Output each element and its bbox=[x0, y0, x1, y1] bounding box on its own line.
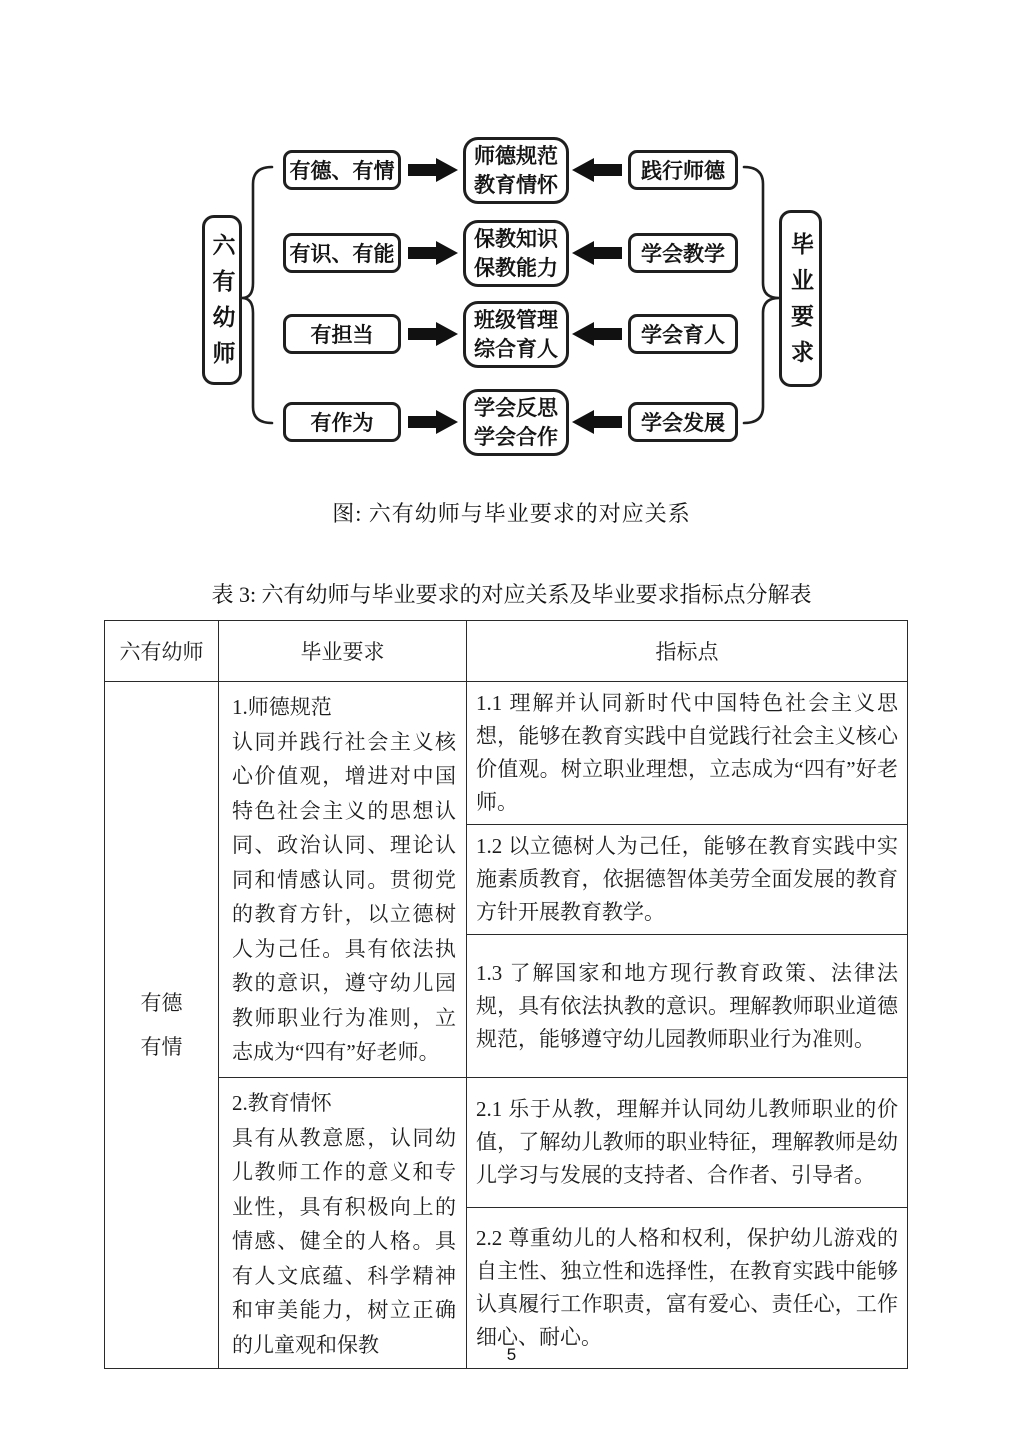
diagram-node-label: 学会发展 bbox=[641, 412, 725, 435]
left-brace-connector bbox=[242, 167, 272, 423]
diagram-node-label: 践行师德 bbox=[641, 160, 725, 183]
diagram-node-label: 有担当 bbox=[310, 324, 374, 347]
table-title: 表 3: 六有幼师与毕业要求的对应关系及毕业要求指标点分解表 bbox=[211, 582, 812, 607]
diagram-node-req-2 bbox=[628, 233, 738, 273]
cell-indicator-1-1: 1.1 理解并认同新时代中国特色社会主义思想，能够在教育实践中自觉践行社会主义核心价值观。树立职业理想，立志成为“四有”好老师。 bbox=[467, 682, 908, 825]
diagram-node-req-3 bbox=[628, 314, 738, 354]
arrow-right-icon bbox=[408, 410, 458, 434]
cell-requirement-1 bbox=[219, 682, 467, 1078]
diagram-node-label: 班级管理 bbox=[474, 308, 558, 332]
trait-line: 有德 bbox=[140, 991, 183, 1015]
diagram-node-label: 学会反思 bbox=[474, 396, 558, 420]
cell-indicator-1-3: 1.3 了解国家和地方现行教育政策、法律法规，具有依法执教的意识。理解教师职业道德规范，能够遵守幼儿园教师职业行为准则。 bbox=[467, 935, 908, 1078]
diagram-node-core-4 bbox=[463, 389, 569, 456]
correspondence-diagram bbox=[0, 0, 1023, 490]
table-row bbox=[105, 1078, 908, 1208]
header-indicator: 指标点 bbox=[467, 621, 908, 682]
requirement-body: 具有从教意愿，认同幼儿教师工作的意义和专业性，具有积极向上的情感、健全的人格。具有人文底蕴、科学精神和审美能力，树立正确的儿童观和保教 bbox=[232, 1125, 456, 1357]
diagram-node-core-3 bbox=[463, 301, 569, 368]
requirement-body: 认同并践行社会主义核心价值观，增进对中国特色社会主义的思想认同、政治认同、理论认同和情感认同。贯彻党的教育方针，以立德树人为己任。具有依法执教的意识，遵守幼儿园教师职业行为准则，立志成为“四有”好老师。 bbox=[232, 729, 456, 1064]
header-graduation-requirement: 毕业要求 bbox=[219, 621, 467, 682]
diagram-node-label: 保教能力 bbox=[474, 256, 558, 280]
cell-trait-group bbox=[105, 682, 219, 1369]
diagram-node-trait-1 bbox=[283, 150, 401, 190]
diagram-node-core-1 bbox=[463, 137, 569, 204]
diagram-node-label: 保教知识 bbox=[474, 227, 558, 251]
arrow-right-icon bbox=[408, 241, 458, 265]
right-brace-connector bbox=[744, 167, 779, 423]
diagram-node-label: 六有幼师 bbox=[209, 233, 236, 377]
diagram-node-label: 学会合作 bbox=[474, 425, 558, 449]
arrow-right-icon bbox=[408, 322, 458, 346]
figure-caption: 图: 六有幼师与毕业要求的对应关系 bbox=[332, 501, 691, 526]
arrow-right-icon bbox=[408, 158, 458, 182]
cell-indicator-2-1: 2.1 乐于从教，理解并认同幼儿教师职业的价值，了解幼儿教师的职业特征，理解教师是幼儿学习与发展的支持者、合作者、引导者。 bbox=[467, 1078, 908, 1208]
trait-line: 有情 bbox=[140, 1035, 183, 1059]
arrow-left-icon bbox=[572, 158, 622, 182]
diagram-node-label: 学会育人 bbox=[641, 324, 725, 347]
diagram-node-label: 师德规范 bbox=[474, 144, 558, 168]
diagram-node-label: 毕业要求 bbox=[788, 231, 814, 376]
cell-indicator-1-2: 1.2 以立德树人为己任，能够在教育实践中实施素质教育，依据德智体美劳全面发展的教育方针开展教育教学。 bbox=[467, 825, 908, 935]
diagram-node-label: 学会教学 bbox=[641, 243, 725, 266]
diagram-node-trait-3 bbox=[283, 314, 401, 354]
diagram-node-label: 教育情怀 bbox=[474, 173, 558, 197]
diagram-node-trait-4 bbox=[283, 402, 401, 442]
diagram-node-trait-2 bbox=[283, 233, 401, 273]
arrow-left-icon bbox=[572, 410, 622, 434]
diagram-node-label: 有作为 bbox=[310, 412, 374, 435]
table-row bbox=[105, 682, 908, 825]
arrow-left-icon bbox=[572, 241, 622, 265]
diagram-node-label: 综合育人 bbox=[474, 337, 558, 361]
page-number: 5 bbox=[506, 1345, 517, 1364]
requirement-title: 1.师德规范 bbox=[232, 695, 332, 719]
diagram-node-core-2 bbox=[463, 220, 569, 287]
decomposition-table bbox=[104, 620, 908, 1369]
diagram-node-label: 有德、有情 bbox=[289, 160, 395, 183]
diagram-node-graduation-requirements bbox=[779, 210, 822, 387]
arrow-left-icon bbox=[572, 322, 622, 346]
diagram-node-req-1 bbox=[628, 150, 738, 190]
diagram-node-req-4 bbox=[628, 402, 738, 442]
table-header-row bbox=[105, 621, 908, 682]
requirement-title: 2.教育情怀 bbox=[232, 1091, 332, 1115]
diagram-node-six-quality-teacher bbox=[202, 215, 242, 385]
cell-indicator-2-2: 2.2 尊重幼儿的人格和权利，保护幼儿游戏的自主性、独立性和选择性，在教育实践中能够认真履行工作职责，富有爱心、责任心，工作细心、耐心。 bbox=[467, 1207, 908, 1368]
diagram-node-label: 有识、有能 bbox=[289, 243, 395, 266]
cell-requirement-2 bbox=[219, 1078, 467, 1369]
header-six-quality: 六有幼师 bbox=[105, 621, 219, 682]
